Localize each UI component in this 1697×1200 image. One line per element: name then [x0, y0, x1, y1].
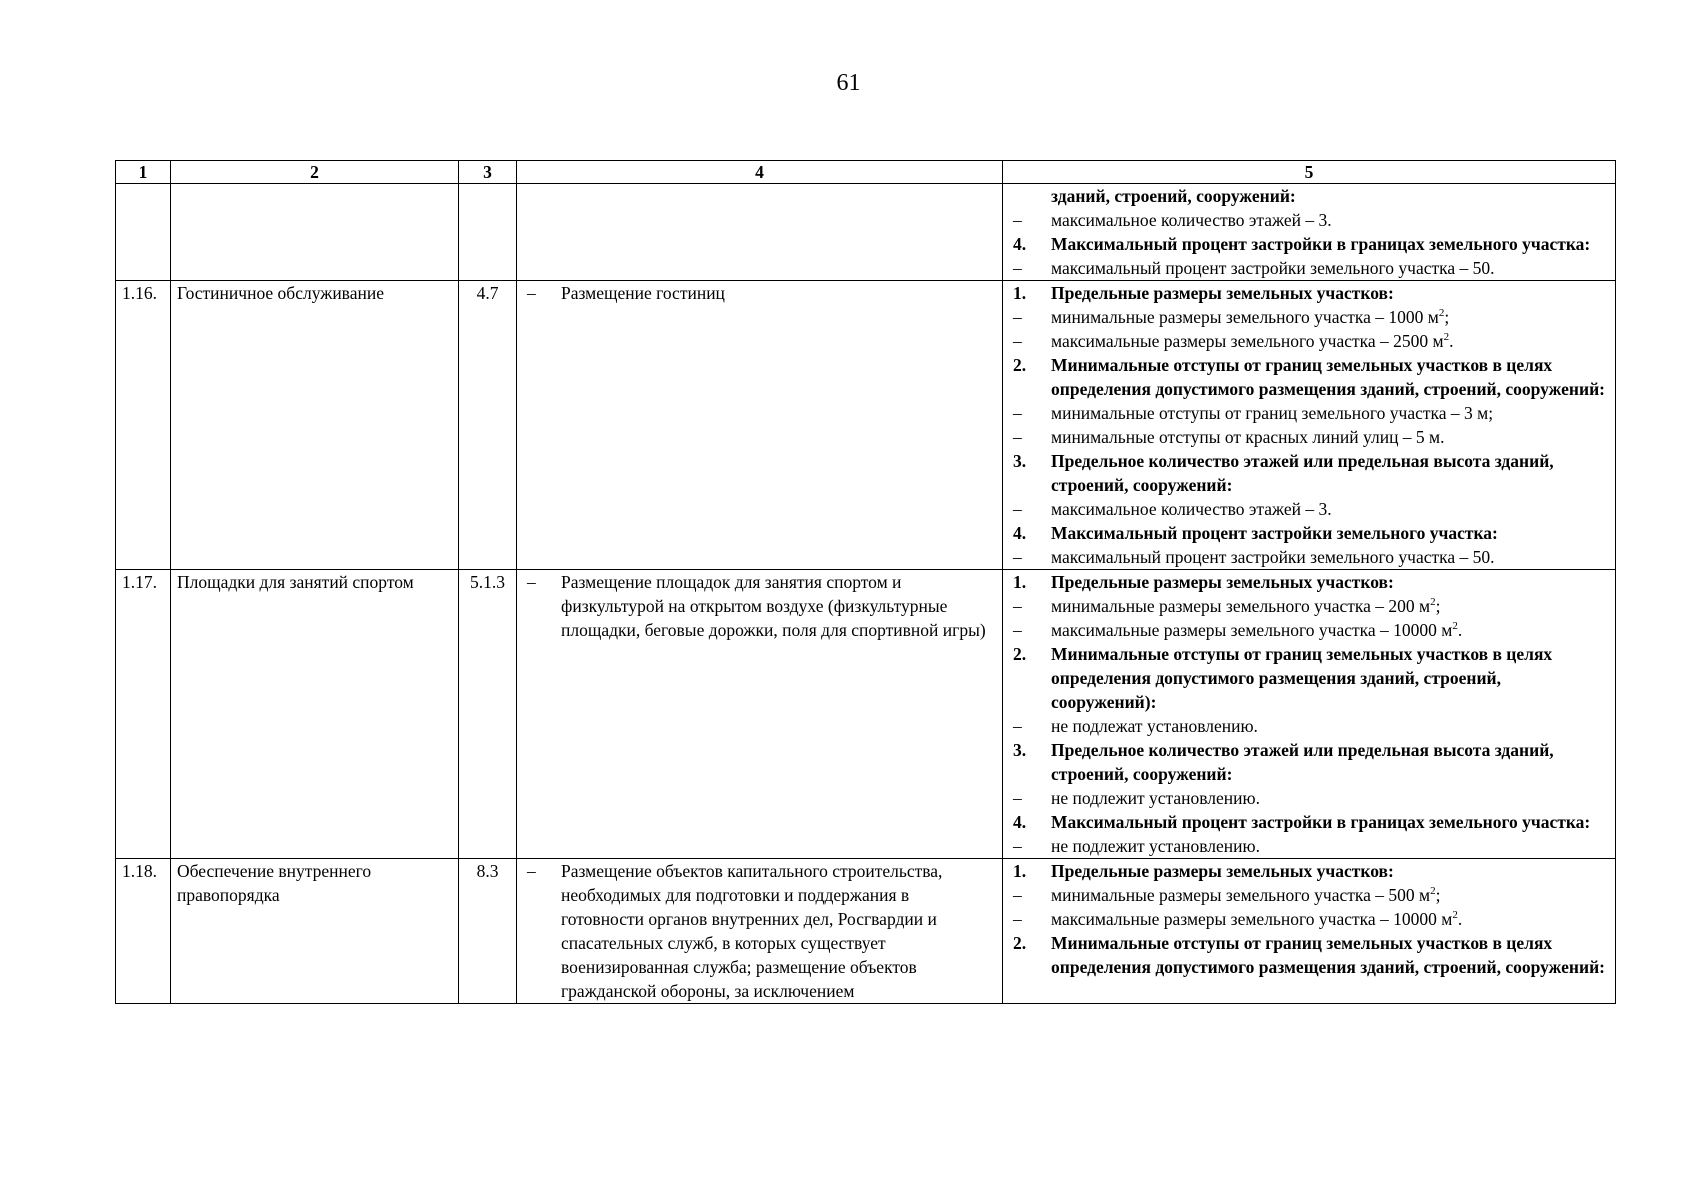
parameter-text	[1051, 497, 1609, 521]
parameter-value-text: Максимальный процент застройки в границах земельного участка:	[1051, 234, 1591, 254]
list-marker: –	[1013, 909, 1022, 929]
parameter-value-text: не подлежат установлению.	[1051, 716, 1258, 736]
zoning-table	[115, 160, 1616, 1004]
parameter-value-text: максимальное количество этажей – 3.	[1051, 499, 1332, 519]
row-number-cell: 1.16.	[116, 281, 171, 570]
description-text: Размещение гостиниц	[561, 283, 725, 303]
list-marker: 4.	[1013, 812, 1027, 832]
parameter-item	[1009, 329, 1609, 353]
parameter-value-text: Максимальный процент застройки в границах земельного участка:	[1051, 812, 1591, 832]
parameter-text	[1051, 907, 1609, 931]
list-marker: –	[1013, 620, 1022, 640]
list-marker: –	[1013, 307, 1022, 327]
punctuation: ;	[1435, 885, 1441, 905]
unit-exponent: 2	[1443, 331, 1450, 344]
parameter-item	[1009, 545, 1609, 569]
parameter-item	[1009, 305, 1609, 329]
parameter-text	[1051, 353, 1609, 401]
parameter-heading	[1009, 642, 1609, 714]
parameter-value-text: Предельное количество этажей или предельная высота зданий, строений, сооружений:	[1051, 740, 1554, 784]
parameter-text	[1051, 714, 1609, 738]
punctuation: .	[1457, 909, 1463, 929]
table-row	[116, 859, 1616, 1004]
parameter-item	[1009, 425, 1609, 449]
list-marker: 4.	[1013, 523, 1027, 543]
parameter-heading	[1009, 184, 1609, 208]
parameter-text	[1051, 305, 1609, 329]
list-marker: –	[1013, 836, 1022, 856]
punctuation: ;	[1435, 596, 1441, 616]
parameter-value-text: Минимальные отступы от границ земельных участков в целях определения допустимого размещения зданий, строений, сооружений:	[1051, 355, 1605, 399]
parameter-heading	[1009, 281, 1609, 305]
parameter-heading	[1009, 570, 1609, 594]
parameter-text	[1051, 642, 1609, 714]
parameter-value-text: минимальные размеры земельного участка – 200 м	[1051, 596, 1431, 616]
parameter-value-text: Минимальные отступы от границ земельных участков в целях определения допустимого размещения зданий, строений, сооружений:	[1051, 933, 1605, 977]
parameter-item	[1009, 714, 1609, 738]
parameter-value-text: не подлежит установлению.	[1051, 788, 1260, 808]
parameter-item	[1009, 256, 1609, 280]
list-marker: 3.	[1013, 451, 1027, 471]
parameter-text	[1051, 184, 1609, 208]
parameter-text	[1051, 810, 1609, 834]
list-marker: 2.	[1013, 933, 1027, 953]
parameter-text	[1051, 738, 1609, 786]
parameter-text	[1051, 208, 1609, 232]
parameter-value-text: Предельные размеры земельных участков:	[1051, 861, 1394, 881]
column-header: 3	[459, 161, 517, 184]
parameter-value-text: минимальные размеры земельного участка – 500 м	[1051, 885, 1431, 905]
description-item	[523, 570, 996, 642]
unit-exponent: 2	[1430, 885, 1436, 898]
parameters-cell	[1003, 859, 1616, 1004]
use-code-cell	[459, 184, 517, 281]
parameter-item	[1009, 594, 1609, 618]
list-marker: 1.	[1013, 283, 1027, 303]
list-marker	[1009, 184, 1051, 208]
parameter-heading	[1009, 859, 1609, 883]
parameter-heading	[1009, 353, 1609, 401]
parameter-value-text: Предельное количество этажей или предельная высота зданий, строений, сооружений:	[1051, 451, 1554, 495]
parameter-text	[1051, 401, 1609, 425]
unit-exponent: 2	[1438, 307, 1445, 320]
parameter-text	[1051, 931, 1609, 979]
table-row	[116, 184, 1616, 281]
parameters-cell	[1003, 184, 1616, 281]
parameter-value-text: максимальные размеры земельного участка – 10000 м	[1051, 620, 1453, 640]
parameter-text	[1051, 425, 1609, 449]
parameter-item	[1009, 618, 1609, 642]
description-text: Размещение площадок для занятия спортом и физкультурой на открытом воздухе (физкультурные площадки, беговые дорожки, поля для спортивной игры)	[561, 572, 986, 640]
parameter-value-text: Максимальный процент застройки земельного участка:	[1051, 523, 1498, 543]
parameters-cell	[1003, 570, 1616, 859]
parameter-value-text: минимальные отступы от красных линий улиц – 5 м.	[1051, 427, 1445, 447]
parameter-item	[1009, 401, 1609, 425]
list-marker: 1.	[1013, 572, 1027, 592]
column-header: 2	[171, 161, 459, 184]
parameter-value-text: минимальные размеры земельного участка – 1000 м	[1051, 307, 1439, 327]
column-header: 1	[116, 161, 171, 184]
parameter-text	[1051, 521, 1609, 545]
parameter-item	[1009, 497, 1609, 521]
parameter-value-text: максимальный процент застройки земельного участка – 50.	[1051, 258, 1495, 278]
parameter-text	[1051, 834, 1609, 858]
description-item	[523, 859, 996, 1003]
row-number-cell	[116, 184, 171, 281]
list-marker: –	[1013, 788, 1022, 808]
parameter-text	[1051, 232, 1609, 256]
use-code-cell: 8.3	[459, 859, 517, 1004]
row-number-cell: 1.18.	[116, 859, 171, 1004]
parameter-value-text: зданий, строений, сооружений:	[1051, 186, 1296, 206]
parameter-value-text: минимальные отступы от границ земельного участка – 3 м;	[1051, 403, 1494, 423]
parameter-value-text: максимальное количество этажей – 3.	[1051, 210, 1332, 230]
description-text: Размещение объектов капитального строительства, необходимых для подготовки и поддержания в готовности органов внутренних дел, Росгвардии и спасательных служб, в которых существует военизированная служба; размещение объектов гражданской обороны, за исключением	[561, 861, 943, 1001]
use-code-cell: 4.7	[459, 281, 517, 570]
list-marker: –	[1013, 596, 1022, 616]
parameter-value-text: максимальный процент застройки земельного участка – 50.	[1051, 547, 1495, 567]
parameter-text	[1051, 594, 1609, 618]
list-marker: 4.	[1013, 234, 1027, 254]
table-row	[116, 570, 1616, 859]
list-marker: 1.	[1013, 861, 1027, 881]
description-item	[523, 281, 996, 305]
parameter-heading	[1009, 232, 1609, 256]
use-description-cell	[517, 184, 1003, 281]
parameter-text	[1051, 618, 1609, 642]
parameter-heading	[1009, 449, 1609, 497]
list-marker: –	[1013, 499, 1022, 519]
row-number-cell: 1.17.	[116, 570, 171, 859]
parameter-item	[1009, 834, 1609, 858]
parameter-text	[1051, 545, 1609, 569]
use-description-cell	[517, 859, 1003, 1004]
list-marker: –	[1013, 331, 1022, 351]
parameter-value-text: Минимальные отступы от границ земельных участков в целях определения допустимого размещения зданий, строений, сооружений):	[1051, 644, 1553, 712]
table-row	[116, 281, 1616, 570]
unit-exponent: 2	[1452, 909, 1458, 922]
parameter-heading	[1009, 931, 1609, 979]
parameter-value-text: максимальные размеры земельного участка – 2500 м	[1051, 331, 1444, 351]
list-marker: –	[527, 283, 536, 303]
parameter-heading	[1009, 521, 1609, 545]
list-marker: –	[1013, 427, 1022, 447]
page-number: 61	[836, 70, 861, 96]
list-marker: 2.	[1013, 355, 1027, 375]
parameter-item	[1009, 883, 1609, 907]
punctuation: ;	[1444, 307, 1450, 327]
parameter-item	[1009, 786, 1609, 810]
parameter-text	[1051, 786, 1609, 810]
use-description-cell	[517, 570, 1003, 859]
use-name-cell: Обеспечение внутреннего правопорядка	[171, 859, 459, 1004]
parameter-value-text: Предельные размеры земельных участков:	[1051, 283, 1394, 303]
list-marker: –	[1013, 403, 1022, 423]
punctuation: .	[1449, 331, 1454, 351]
parameter-text	[1051, 329, 1609, 353]
list-marker: –	[1013, 547, 1022, 567]
unit-exponent: 2	[1430, 596, 1436, 609]
list-marker: –	[1013, 258, 1022, 278]
parameter-heading	[1009, 738, 1609, 786]
punctuation: .	[1457, 620, 1463, 640]
parameter-value-text: максимальные размеры земельного участка – 10000 м	[1051, 909, 1453, 929]
parameter-value-text: не подлежит установлению.	[1051, 836, 1260, 856]
list-marker: 2.	[1013, 644, 1027, 664]
list-marker: –	[1013, 210, 1022, 230]
use-code-cell: 5.1.3	[459, 570, 517, 859]
use-description-cell	[517, 281, 1003, 570]
list-marker: –	[1013, 885, 1022, 905]
parameter-text	[1051, 449, 1609, 497]
parameter-text	[1051, 281, 1609, 305]
list-marker: –	[527, 861, 536, 881]
list-marker: –	[1013, 716, 1022, 736]
parameters-cell	[1003, 281, 1616, 570]
use-name-cell: Гостиничное обслуживание	[171, 281, 459, 570]
parameter-item	[1009, 907, 1609, 931]
parameter-text	[1051, 570, 1609, 594]
parameter-value-text: Предельные размеры земельных участков:	[1051, 572, 1394, 592]
list-marker: 3.	[1013, 740, 1027, 760]
parameter-text	[1051, 256, 1609, 280]
parameter-text	[1051, 883, 1609, 907]
table-header-row	[116, 161, 1616, 184]
unit-exponent: 2	[1452, 620, 1458, 633]
column-header: 4	[517, 161, 1003, 184]
use-name-cell: Площадки для занятий спортом	[171, 570, 459, 859]
parameter-heading	[1009, 810, 1609, 834]
column-header: 5	[1003, 161, 1616, 184]
list-marker: –	[527, 572, 536, 592]
use-name-cell	[171, 184, 459, 281]
parameter-item	[1009, 208, 1609, 232]
parameter-text	[1051, 859, 1609, 883]
